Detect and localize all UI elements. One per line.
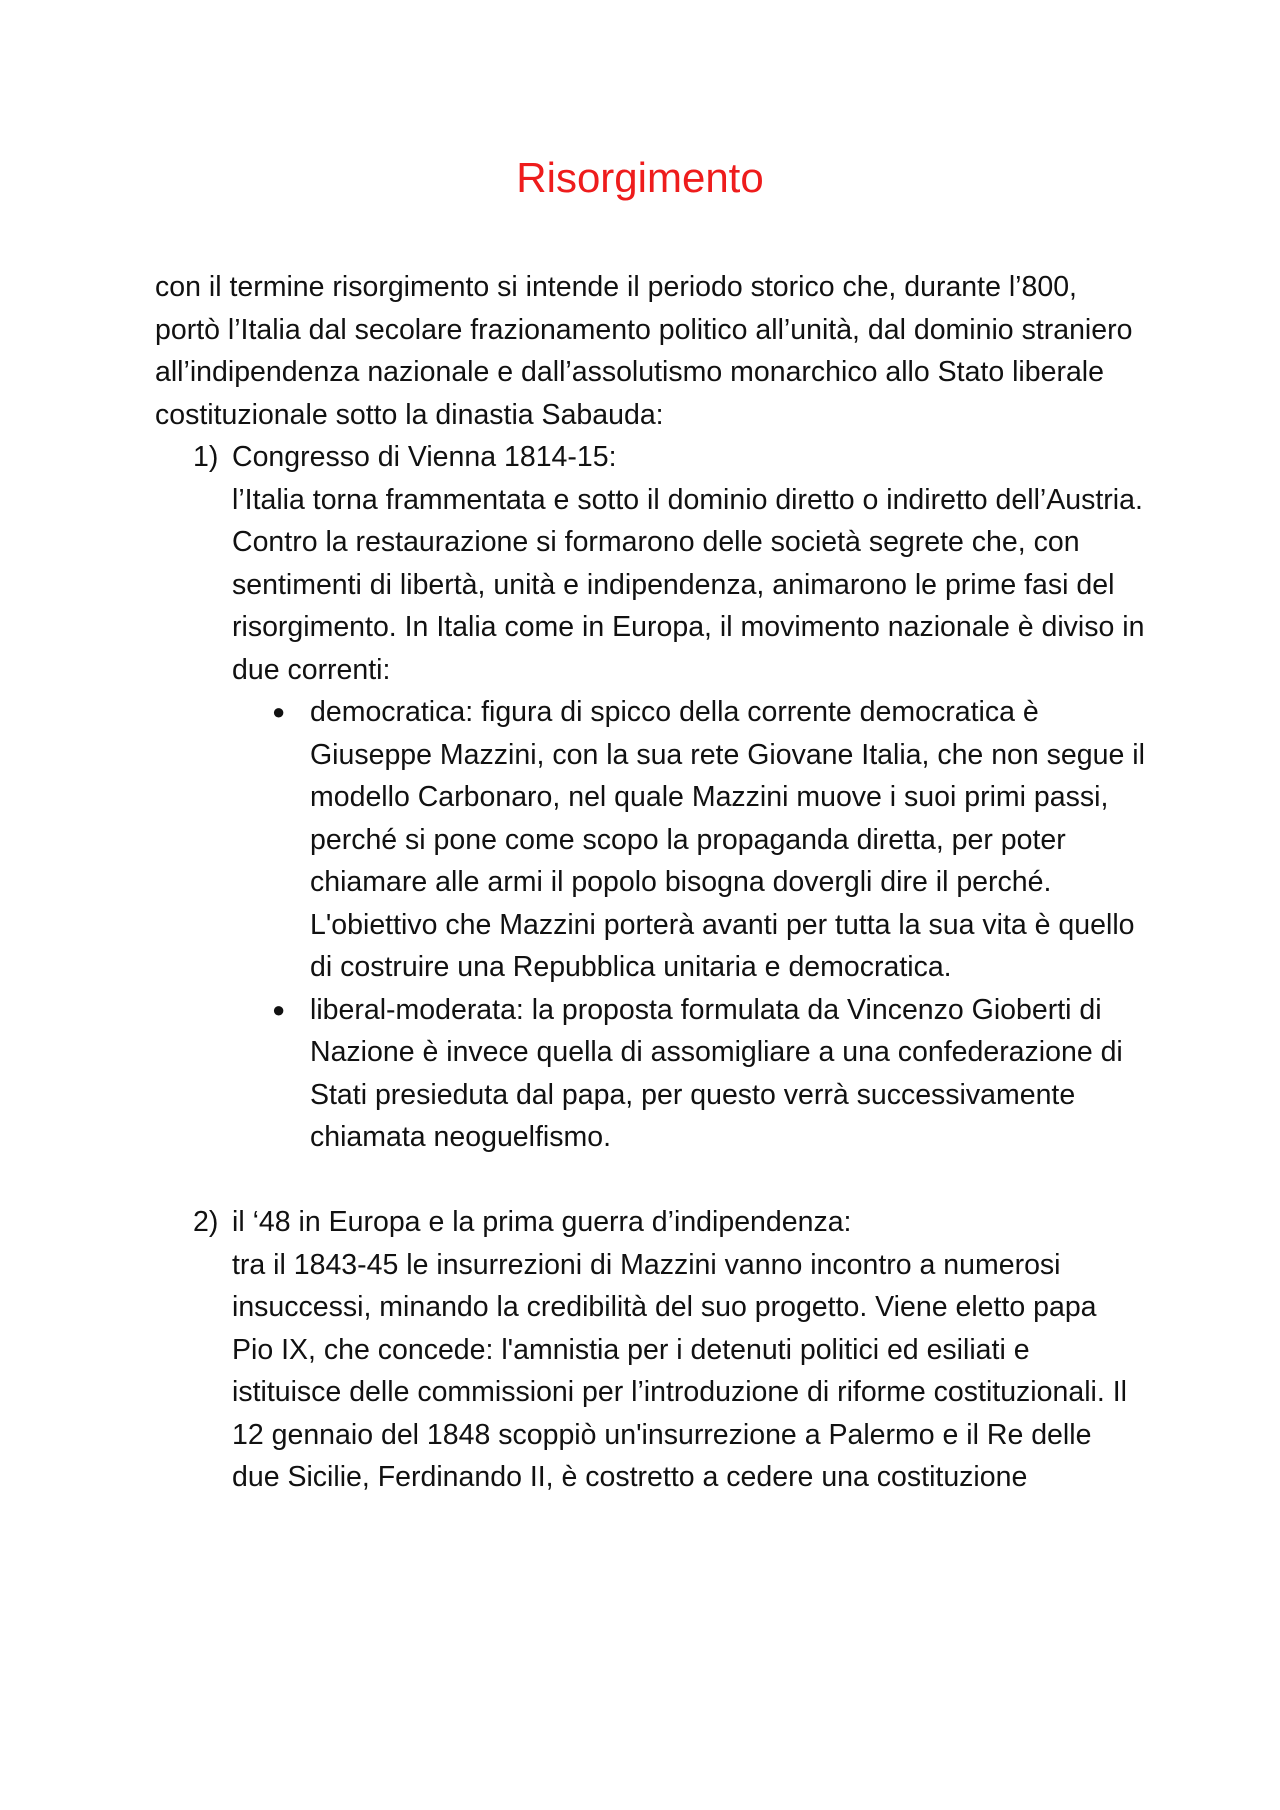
document-body — [155, 266, 1145, 1499]
bullet-text: liberal-moderata: la proposta formulata da Vincenzo Gioberti di Nazione è invece quella di assomigliare a una confederazione di Stati presieduta dal papa, per questo verrà successivamente chiamata neoguelfismo. — [310, 993, 1123, 1153]
bullet-item-liberal-moderata — [272, 989, 1145, 1159]
bullet-icon: ● — [272, 996, 286, 1022]
section-number: 2) — [193, 1206, 219, 1238]
section-text: tra il 1843-45 le insurrezioni di Mazzini vanno incontro a numerosi insuccessi, minando la credibilità del suo progetto. Viene eletto papa Pio IX, che concede: l'amnistia per i detenuti politici ed esiliati e istituisce delle commissioni per l’introduzione di riforme costituzionali. Il 12 gennaio del 1848 scoppiò un'insurrezione a Palermo e il Re delle due Sicilie, Ferdinando II, è costretto a cedere una costituzione — [232, 1248, 1127, 1493]
section-text: l’Italia torna frammentata e sotto il dominio diretto o indiretto dell’Austria. Contro la restaurazione si formarono delle società segrete che, con sentimenti di libertà, unità e indipendenza, animarono le prime fasi del risorgimento. In Italia come in Europa, il movimento nazionale è diviso in due correnti: — [232, 483, 1145, 686]
section-heading: Congresso di Vienna 1814-15: — [232, 441, 617, 473]
bullet-list — [155, 691, 1145, 1159]
bullet-icon: ● — [272, 699, 286, 724]
intro-paragraph: con il termine risorgimento si intende il periodo storico che, durante l’800, portò l’Italia dal secolare frazionamento politico all’unità, dal dominio straniero all’indipendenza nazionale e dall’assolutismo monarchico allo Stato liberale costituzionale sotto la dinastia Sabauda: — [155, 271, 1133, 431]
section-heading: il ‘48 in Europa e la prima guerra d’indipendenza: — [232, 1206, 852, 1238]
section-quarantotto — [155, 1201, 1145, 1499]
bullet-text: democratica: figura di spicco della corrente democratica è Giuseppe Mazzini, con la sua rete Giovane Italia, che non segue il modello Carbonaro, nel quale Mazzini muove i suoi primi passi, perché si pone come scopo la propaganda diretta, per poter chiamare alle armi il popolo bisogna dovergli dire il perché. L'obiettivo che Mazzini porterà avanti per tutta la sua vita è quello di costruire una Repubblica unitaria e democratica. — [310, 696, 1145, 983]
section-congresso-vienna — [155, 436, 1145, 1159]
section-number: 1) — [193, 441, 219, 473]
bullet-item-democratica — [272, 691, 1145, 989]
document-title: Risorgimento — [516, 154, 764, 201]
spacer — [155, 1159, 1145, 1202]
